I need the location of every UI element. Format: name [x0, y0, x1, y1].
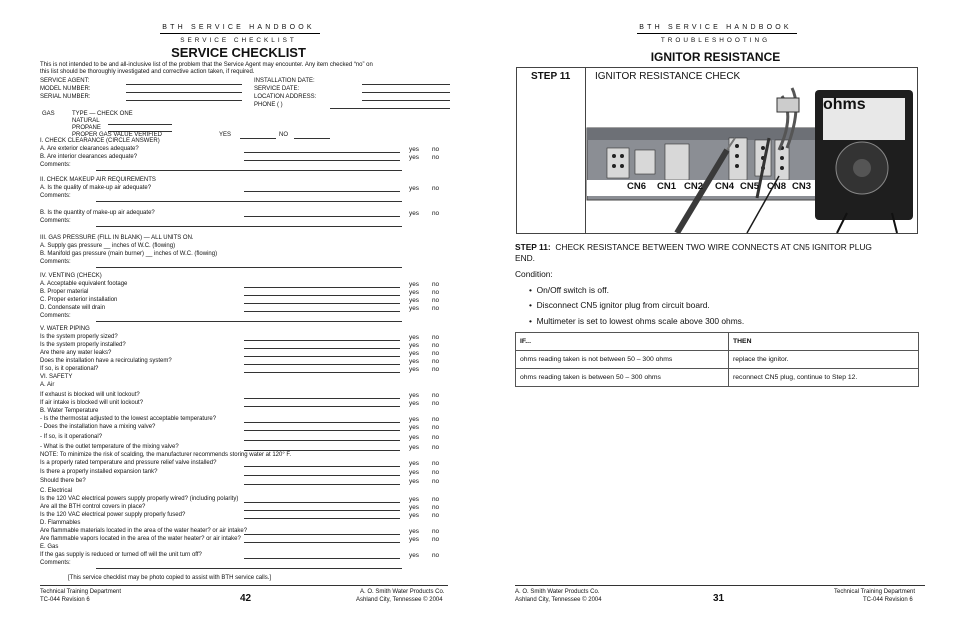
table-cell: ohms reading taken is between 50 – 300 ohms: [516, 369, 729, 387]
checklist-item: Comments:: [40, 162, 71, 168]
checklist-item: Are flammable materials located in the area of the water heater? or air intake?: [40, 528, 248, 534]
no-option[interactable]: no: [432, 444, 440, 451]
if-then-table: [515, 332, 919, 387]
checklist-item: III. GAS PRESSURE (FILL IN BLANK) — ALL UNITS ON.: [40, 235, 194, 241]
step-instruction: [515, 242, 872, 252]
no-option[interactable]: no: [432, 478, 440, 485]
no-option[interactable]: no: [432, 358, 440, 365]
field-line: [126, 84, 242, 85]
yes-option[interactable]: yes: [409, 297, 419, 304]
comment-line: [96, 226, 402, 227]
checklist-item: If the gas supply is reduced or turned off will the unit turn off?: [40, 552, 202, 558]
yes-option[interactable]: yes: [409, 536, 419, 543]
checklist-item: B. Water Temperature: [40, 408, 99, 414]
answer-line: [244, 542, 400, 543]
no-option[interactable]: no: [432, 366, 440, 373]
answer-line: [244, 450, 400, 451]
checklist-item: B. Manifold gas pressure (main burner) __ inches of W.C. (flowing): [40, 251, 218, 257]
checklist-item: B. Are interior clearances adequate?: [40, 154, 138, 160]
handbook-header: BTH SERVICE HANDBOOK: [639, 24, 792, 31]
yes-option[interactable]: yes: [409, 154, 419, 161]
answer-line: [244, 502, 400, 503]
answer-line: [244, 475, 400, 476]
checklist-item: IV. VENTING (CHECK): [40, 273, 102, 279]
no-option[interactable]: no: [432, 536, 440, 543]
checklist-item: V. WATER PIPING: [40, 326, 90, 332]
gas-natural: NATURAL: [72, 118, 100, 124]
answer-line: [244, 510, 400, 511]
checklist-item: D. Flammables: [40, 520, 81, 526]
yes-option[interactable]: yes: [409, 552, 419, 559]
yes-option[interactable]: yes: [409, 185, 419, 192]
table-header-then: THEN: [729, 333, 919, 351]
checklist-item: A. Is the quality of make-up air adequate?: [40, 185, 152, 191]
checklist-item: A. Air: [40, 382, 55, 388]
yes-option[interactable]: yes: [409, 350, 419, 357]
answer-line: [244, 440, 400, 441]
page-title: IGNITOR RESISTANCE: [650, 50, 781, 64]
bullet-text: Multimeter is set to lowest ohms scale above 300 ohms.: [536, 316, 745, 326]
yes-option[interactable]: yes: [409, 504, 419, 511]
condition-bullet-3: • Multimeter is set to lowest ohms scale above 300 ohms.: [529, 316, 745, 326]
yes-option[interactable]: yes: [409, 289, 419, 296]
answer-line: [244, 466, 400, 467]
answer-line: [244, 303, 400, 304]
gas-proper-verified: PROPER GAS VALUE VERIFIED: [72, 132, 162, 138]
checklist-item: Is the system properly installed?: [40, 342, 126, 348]
gas-type-label: TYPE — CHECK ONE: [72, 111, 133, 117]
no-option[interactable]: no: [432, 504, 440, 511]
answer-line: [244, 484, 400, 485]
yes-option[interactable]: yes: [409, 146, 419, 153]
comment-line: [96, 568, 402, 569]
answer-line: [244, 348, 400, 349]
page-number: 42: [240, 593, 252, 604]
checklist-item: B. Is the quantity of make-up air adequate?: [40, 210, 155, 216]
answer-line: [244, 422, 400, 423]
yes-option[interactable]: yes: [409, 444, 419, 451]
no-option[interactable]: no: [432, 512, 440, 519]
yes-option[interactable]: yes: [409, 334, 419, 341]
yes-option[interactable]: yes: [409, 512, 419, 519]
no-option[interactable]: no: [432, 424, 440, 431]
comment-line: [96, 170, 402, 171]
field-location-address: LOCATION ADDRESS:: [254, 94, 317, 100]
footer-company: A. O. Smith Water Products Co.: [360, 589, 445, 595]
checklist-item: Is the system properly sized?: [40, 334, 118, 340]
answer-line: [244, 364, 400, 365]
footer-revision: TC-044 Revision 6: [40, 597, 90, 603]
checklist-item: II. CHECK MAKEUP AIR REQUIREMENTS: [40, 177, 156, 183]
answer-line: [244, 398, 400, 399]
yes-option[interactable]: yes: [409, 392, 419, 399]
checklist-item: A. Are exterior clearances adequate?: [40, 146, 139, 152]
checklist-item: Should there be?: [40, 478, 86, 484]
checklist-item: If so, is it operational?: [40, 366, 99, 372]
field-installation-date: INSTALLATION DATE:: [254, 78, 315, 84]
field-line: [362, 100, 450, 101]
answer-line: [244, 287, 400, 288]
yes-option[interactable]: yes: [409, 342, 419, 349]
gas-label: GAS: [42, 111, 55, 117]
footer-location: Ashland City, Tennessee © 2004: [515, 597, 602, 603]
checklist-item: D. Condensate will drain: [40, 305, 106, 311]
footer-company: A. O. Smith Water Products Co.: [515, 589, 600, 595]
answer-line: [244, 558, 400, 559]
intro-line-2: this list should be thoroughly investigated and corrective action taken, if required.: [40, 69, 255, 75]
connector-label-cn5: CN5: [740, 181, 760, 192]
table-header-row: [516, 333, 919, 351]
step-instruction-end: END.: [515, 253, 536, 263]
answer-line: [244, 340, 400, 341]
yes-option[interactable]: yes: [409, 281, 419, 288]
no-option[interactable]: no: [432, 281, 440, 288]
yes-option[interactable]: yes: [409, 478, 419, 485]
answer-line: [244, 372, 400, 373]
checklist-item: Are flammable vapors located in the area of the water heater? or air intake?: [40, 536, 241, 542]
yes-option[interactable]: yes: [409, 366, 419, 373]
checklist-item: If exhaust is blocked will unit lockout?: [40, 392, 140, 398]
step-box: [516, 67, 918, 234]
no-option[interactable]: no: [432, 460, 440, 467]
board-photo: [517, 68, 917, 233]
checklist-item: Is there a properly installed expansion tank?: [40, 469, 158, 475]
field-line: [362, 92, 450, 93]
checklist-item: B. Proper material: [40, 289, 89, 295]
no-option[interactable]: no: [432, 185, 440, 192]
table-header-if: IF...: [516, 333, 729, 351]
table-row: [516, 369, 919, 387]
checklist-item: Is a properly rated temperature and pressure relief valve installed?: [40, 460, 217, 466]
answer-line: [244, 534, 400, 535]
comment-line: [96, 201, 402, 202]
connector-label-cn6: CN6: [627, 181, 647, 192]
intro-line-1: This is not intended to be and all-inclusive list of the problem that the Service Agent may encounter. Any item checked “no” on: [40, 62, 373, 68]
condition-label: Condition:: [515, 269, 553, 279]
checklist-item: - If so, is it operational?: [40, 434, 103, 440]
no-option[interactable]: no: [432, 496, 440, 503]
footer-rule: [515, 585, 925, 586]
table-row: [516, 351, 919, 369]
no-option[interactable]: no: [432, 416, 440, 423]
table-cell: replace the ignitor.: [729, 351, 919, 369]
no-option[interactable]: no: [432, 210, 440, 217]
checklist-item: Is the 120 VAC electrical power supply properly fused?: [40, 512, 186, 518]
field-line: [294, 138, 330, 139]
no-option[interactable]: no: [432, 146, 440, 153]
connector-label-cn8: CN8: [767, 181, 787, 192]
bullet-text: On/Off switch is off.: [536, 285, 609, 295]
field-line: [108, 124, 172, 125]
no-option[interactable]: no: [432, 434, 440, 441]
copy-note: [This service checklist may be photo copied to assist with BTH service calls.]: [68, 575, 272, 581]
checklist-item: Does the installation have a recirculating system?: [40, 358, 172, 364]
page-title: SERVICE CHECKLIST: [171, 45, 306, 60]
bullet-text: Disconnect CN5 ignitor plug from circuit board.: [536, 300, 710, 310]
ignitor-plug: [777, 98, 799, 112]
field-model-number: MODEL NUMBER:: [40, 86, 91, 92]
checklist-item: Comments:: [40, 259, 71, 265]
checklist-item: E. Gas: [40, 544, 59, 550]
meter-label: ohms: [823, 96, 866, 113]
yes-option[interactable]: yes: [409, 210, 419, 217]
header-rule: [637, 33, 797, 34]
no-option[interactable]: no: [432, 528, 440, 535]
field-line: [240, 138, 276, 139]
checklist-item: - Is the thermostat adjusted to the lowest acceptable temperature?: [40, 416, 217, 422]
table-cell: reconnect CN5 plug, continue to Step 12.: [729, 369, 919, 387]
step-instruction-text: CHECK RESISTANCE BETWEEN TWO WIRE CONNECTS AT CN5 IGNITOR PLUG: [555, 242, 872, 252]
right-page: [477, 0, 954, 618]
answer-line: [244, 295, 400, 296]
comment-line: [96, 321, 402, 322]
answer-line: [244, 311, 400, 312]
gas-no: NO: [279, 132, 288, 138]
table-cell: ohms reading taken is not between 50 – 300 ohms: [516, 351, 729, 369]
checklist-item: Comments:: [40, 218, 71, 224]
answer-line: [244, 356, 400, 357]
checklist-item: - Does the installation have a mixing valve?: [40, 424, 156, 430]
field-line: [126, 92, 242, 93]
checklist-item: Comments:: [40, 193, 71, 199]
no-option[interactable]: no: [432, 334, 440, 341]
answer-line: [244, 191, 400, 192]
field-serial-number: SERIAL NUMBER:: [40, 94, 91, 100]
condition-bullet-2: • Disconnect CN5 ignitor plug from circuit board.: [529, 300, 710, 310]
step-label: STEP 11: [531, 71, 571, 82]
no-option[interactable]: no: [432, 392, 440, 399]
field-line: [362, 84, 450, 85]
no-option[interactable]: no: [432, 154, 440, 161]
no-option[interactable]: no: [432, 469, 440, 476]
checklist-item: Are all the BTH control covers in place?: [40, 504, 146, 510]
field-line: [330, 108, 450, 109]
page-number: 31: [713, 593, 725, 604]
condition-bullet-1: • On/Off switch is off.: [529, 285, 609, 295]
yes-option[interactable]: yes: [409, 400, 419, 407]
checklist-item: VI. SAFETY: [40, 374, 73, 380]
yes-option[interactable]: yes: [409, 434, 419, 441]
yes-option[interactable]: yes: [409, 528, 419, 535]
answer-line: [244, 216, 400, 217]
answer-line: [244, 160, 400, 161]
field-service-agent: SERVICE AGENT:: [40, 78, 90, 84]
connector-label-cn3: CN3: [792, 181, 812, 192]
header-rule: [160, 33, 320, 34]
yes-option[interactable]: yes: [409, 424, 419, 431]
connector-label-cn4: CN4: [715, 181, 735, 192]
no-option[interactable]: no: [432, 305, 440, 312]
checklist-item: A. Acceptable equivalent footage: [40, 281, 128, 287]
connector-label-cn1: CN1: [657, 181, 677, 192]
field-service-date: SERVICE DATE:: [254, 86, 300, 92]
yes-option[interactable]: yes: [409, 496, 419, 503]
no-option[interactable]: no: [432, 289, 440, 296]
footer-rule: [40, 585, 448, 586]
checklist-item: NOTE: To minimize the risk of scalding, the manufacturer recommends storing water at 120° F.: [40, 452, 292, 458]
checklist-item: A. Supply gas pressure __ inches of W.C. (flowing): [40, 243, 176, 249]
yes-option[interactable]: yes: [409, 305, 419, 312]
handbook-header: BTH SERVICE HANDBOOK: [162, 24, 315, 31]
checklist-item: C. Proper exterior installation: [40, 297, 118, 303]
no-option[interactable]: no: [432, 297, 440, 304]
yes-option[interactable]: yes: [409, 358, 419, 365]
section-header: SERVICE CHECKLIST: [180, 37, 297, 44]
checklist-item: - What is the outlet temperature of the mixing valve?: [40, 444, 179, 450]
checklist-item: Is the 120 VAC electrical powers supply properly wired? (including polarity): [40, 496, 239, 502]
step-title: IGNITOR RESISTANCE CHECK: [595, 71, 741, 82]
answer-line: [244, 518, 400, 519]
connector-label-cn2: CN2: [684, 181, 704, 192]
checklist-item: Are there any water leaks?: [40, 350, 112, 356]
footer-location: Ashland City, Tennessee © 2004: [356, 597, 443, 603]
gas-propane: PROPANE: [72, 125, 101, 131]
step-instruction-label: STEP 11:: [515, 242, 551, 252]
no-option[interactable]: no: [432, 552, 440, 559]
answer-line: [244, 430, 400, 431]
answer-line: [244, 152, 400, 153]
field-line: [126, 100, 242, 101]
footer-revision: TC-044 Revision 6: [863, 597, 913, 603]
yes-option[interactable]: yes: [409, 460, 419, 467]
answer-line: [244, 406, 400, 407]
footer-dept: Technical Training Department: [834, 589, 916, 595]
checklist-item: I. CHECK CLEARANCE (CIRCLE ANSWER): [40, 138, 160, 144]
checklist-item: Comments:: [40, 313, 71, 319]
no-option[interactable]: no: [432, 350, 440, 357]
checklist-item: C. Electrical: [40, 488, 73, 494]
footer-dept: Technical Training Department: [40, 589, 122, 595]
no-option[interactable]: no: [432, 400, 440, 407]
no-option[interactable]: no: [432, 342, 440, 349]
gas-yes: YES: [219, 132, 232, 138]
comment-line: [96, 267, 402, 268]
yes-option[interactable]: yes: [409, 469, 419, 476]
field-phone: PHONE ( ): [254, 102, 283, 108]
yes-option[interactable]: yes: [409, 416, 419, 423]
checklist-item: If air intake is blocked will unit lockout?: [40, 400, 144, 406]
checklist-item: Comments:: [40, 560, 71, 566]
section-header: TROUBLESHOOTING: [660, 37, 771, 44]
